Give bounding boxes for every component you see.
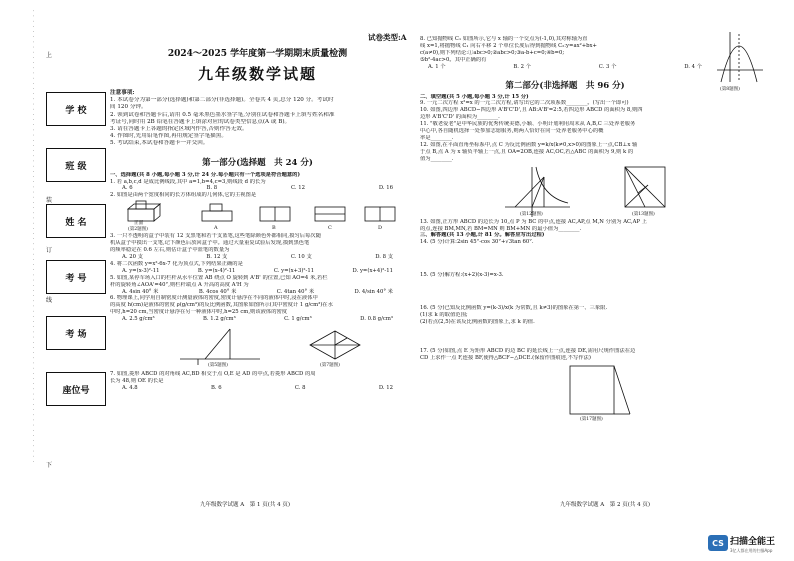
question-1: 1. 若 a,b,c,d 是成比例线段,其中 a=1,b=4,c=3,则线段 d 的长为 [110,178,266,185]
notes-item: 2. 领到试卷和答题卡后,请用 0.5 毫米黑色墨水签字笔,分别在试卷和答题卡上填写姓名和准 [110,111,335,118]
q7-options [110,385,405,392]
q5-options [110,289,405,296]
option-b-label[interactable]: B [272,225,276,232]
option[interactable]: C. 10 支 [290,253,312,260]
paper-type: 试卷类型:A [368,33,407,42]
option[interactable]: B. 1.2 g/cm³ [203,316,236,323]
section-intro: 一、选择题(共 8 小题,每小题 3 分,计 24 分.每小题只有一个选项是符合题意的) [110,171,300,178]
option[interactable]: C. 8 [294,384,306,391]
q3-options [110,254,405,261]
part2-heading: 第二部分(非选择题 共 96 分) [505,80,625,91]
question-16: 16. (5 分)已知反比例函数 y=(k-3)/x(k 为常数,且 k≠3)的图象在第一、三象限. [420,305,608,312]
q2-diagram [110,199,405,233]
option[interactable]: B. 4cos 40° 米 [198,288,237,295]
q17-figure [420,362,765,424]
question-8-cont: c(a≠0),则下列结论:①abc>0;②abc>0;③a-b+c=0;④b=0; [420,49,565,56]
fig2-caption: (第2题图) [128,227,148,233]
exam-title-line1: 2024～2025 学年度第一学期期末质量检测 [167,49,348,59]
notes-item: 4. 作图时,先用铅笔作图,再用规定签字笔描黑。 [110,133,227,140]
option[interactable]: A. 4.8 [122,384,138,391]
question-7: 7. 如图,菱形 ABCD 的对角线 AC,BD 相交于点 O,E 是 AD 的中点,若菱形 ABCD 的周 [110,371,316,378]
question-6: 6. 物理课上,同学用自制密度计测量液体的密度,密度计悬浮在不同的液体中时,浸在液体中 [110,295,318,302]
question-5-cont: 杆的旋转角∠AOA'=40°,则栏杆端点 A 升高的高度 A'H 为 [110,281,249,288]
option[interactable]: C. 1 g/cm³ [284,316,312,323]
page-1 [110,36,405,392]
fig7-caption: (第7题图) [320,363,340,369]
fig5-fig7-diagram [110,323,405,371]
notes-item: 5. 考试结束,本试卷和答题卡一并交回。 [110,140,209,147]
fig8-caption: (第8题图) [720,87,740,92]
fig17-caption: (第17题图) [580,416,603,422]
sidebar-mid-label-1: 装 [45,197,52,204]
option[interactable]: B. 12 支 [206,253,228,260]
option[interactable]: C. 12 [290,185,305,192]
part2-questions [420,94,765,163]
fig12-caption: (第12题图) [520,211,543,217]
q8-options [420,64,710,71]
notes [110,90,405,148]
sidebar-field-name[interactable]: 姓 名 [46,204,106,238]
sidebar-field-class[interactable]: 班 级 [46,148,106,182]
question-16-part1: (1)求 k 的取值范围; [420,312,468,319]
question-17-cont: CD 上求作一点 F,连接 BF,使得△BCF∽△DCE.(保留作图痕迹,不写作法) [420,354,591,361]
q4-options [110,268,405,275]
option-a-label[interactable]: A [214,225,218,232]
question-8-block [420,36,710,71]
option[interactable]: A. 1 个 [428,63,446,70]
sidebar-bottom-label: 下 [45,462,52,469]
question-3-cont: 的频率稳定在 0.6 左右,则估计盒子中蓝笔的数量为 [110,247,230,254]
sidebar-top-label: 上 [45,52,52,59]
option-c-label[interactable]: C [328,225,332,232]
page-2 [420,36,765,424]
option[interactable]: A. 4sin 40° 米 [122,288,159,295]
sidebar-dashed-line: · · · · · · · · · · · · · · · · · · · · · · · · · · · · · · · · · · · · · · · · · · · · · · · · · · · · · · · · · · · · · · · · · · · · · · · · · · · · · · · · · · · · · · · · [30,10,36,464]
notes-heading: 注意事项: [110,90,135,96]
question-7-cont: 长为 48,则 OE 的长是 [110,377,164,384]
option[interactable]: D. 16 [378,185,393,192]
camscanner-tagline: 3亿人都在用的扫描App [730,548,773,553]
question-5: 5. 如图,某停车场入口的栏杆从水平位置 AB 绕点 O 旋转到 A'B' 的位置,已知 AO=4 米,若栏 [110,274,328,281]
question-8-cont: 线 x=1,将抛物线 C₁ 向右平移 2 个单位长度后得到抛物线 C₂:y=ax²+bx+ [420,42,597,49]
option[interactable]: D. 4 个 [684,63,702,70]
option[interactable]: C. 4tan 40° 米 [276,288,315,295]
question-6-cont: 中时,h=20 cm,当密度计悬浮在另一种液体中时,h=25 cm,则该液体的密度 [110,309,288,316]
question-16-part2: (2)若点(2,5)在该反比例函数的图象上,求 k 的值. [420,318,535,325]
question-10-cont: 边形 A'B'C'D' 的面积为________. [420,114,500,121]
sidebar-mid-label-3: 线 [45,297,52,304]
question-12: 12. 如图,在平面直角坐标系中,点 C 为反比例函数 y=k/x(k≠0,x>0)的图象上一点,CB⊥x 轴 [420,141,638,148]
question-10: 10. 如图,四边形 ABCD∽四边形 A'B'C'D',且 AB:A'B'=2:5,若四边形 ABCD 的面积为 8,则四 [420,107,643,114]
option[interactable]: D. 0.8 g/cm³ [360,316,393,323]
question-15: 15. (5 分)解方程:(x+2)(x-3)=x-3. [420,272,504,279]
fig13-caption: (第13题图) [632,211,655,217]
sidebar-field-exam-number[interactable]: 考 号 [46,260,106,294]
question-8: 8. 已知抛物线 C₁ 如图所示,它与 x 轴的一个交点为(-1,0),其对称轴为直 [420,36,588,42]
notes-item: 1. 本试卷分为第一部分(选择题)和第二部分(非选择题)。全卷共 4 页,总分 120 分。考试时 [110,97,334,104]
question-3: 3. 一只不透明的盒子中装有 12 支黑笔和若干支蓝笔,这些笔除颜色外都相同,摸匀后每次随 [110,233,321,240]
option[interactable]: B. 6 [210,384,222,391]
sidebar-field-seat[interactable]: 座位号 [46,372,106,406]
answer-space[interactable] [420,279,765,305]
question-12-cont: 于点 B,点 A 为 x 轴负半轴上一点,且 OA=2OB,连接 AC,OC,若△ABC 的面积为 9,则 k 的 [420,148,634,155]
fig8-parabola [715,30,765,86]
sidebar-field-school[interactable]: 学 校 [46,92,106,126]
question-11-cont: 率是________. [420,134,454,141]
question-13: 13. 如图,正方形 ABCD 的边长为 10,点 P 为 BC 的中点,连接 AC,AP,点 M,N 分别为 AC,AP 上 [420,218,647,225]
part2-answers [420,219,765,362]
option[interactable]: D. y=(x+4)²-11 [352,267,393,274]
camscanner-logo: CS [708,535,728,551]
option[interactable]: C. 3 个 [598,63,617,70]
question-13-cont: 的点,连接 BM,MN,若 BM=MN 则 BM+MN 的最小值为________. [420,225,582,232]
page1-footer: 九年级数学试题 A 第 1 页(共 4 页) [200,502,291,508]
option[interactable]: D. 12 [378,384,393,391]
answer-intro: 三、解答题(共 13 小题,计 81 分。解答应写出过程) [420,232,545,239]
notes-item: 3. 请在答题卡上各题的指定区域内作答,否则作答无效。 [110,126,248,133]
fig5-caption: (第5题图) [208,363,228,369]
question-4: 4. 将二次函数 y=x²-6x-7 化为顶点式,下列结果正确的是 [110,260,243,267]
question-11: 11. "敬老爱老"是中华民族的优秀传统美德,小颖、小明计划利用周末从 A,B,C 三处养老服务 [420,121,636,128]
question-17: 17. (5 分)如图,点 E 为矩形 ABCD 的边 BC 的延长线上一点,连接 DE,需用尺规作图法在边 [420,347,636,354]
question-9: 9. 一元二次方程 x²=x 的一元二次方程,请写出它的二次项系数________。(写出一个即可) [420,100,629,107]
question-6-cont: 的高度 h(cm)是液体的密度 ρ(g/cm³)的反比例函数,其图象如图所示(其中密度计 1 g/cm³)在水 [110,302,333,309]
option[interactable]: D. 8 支 [375,253,393,260]
page2-footer: 九年级数学试题 A 第 2 页(共 4 页) [560,502,651,508]
q12-q13-figures [420,163,765,219]
option-d-label[interactable]: D [378,225,383,232]
option[interactable]: B. 2 个 [513,63,531,70]
sidebar-field-exam-room[interactable]: 考 场 [46,316,106,350]
answer-space[interactable] [420,326,765,348]
option[interactable]: A. 6 [122,185,133,192]
option[interactable]: A. 2.5 g/cm³ [122,316,155,323]
fig17-rectangle [420,362,765,424]
question-14: 14. (5 分)计算:2sin 45°-cos 30°+√3tan 60°. [420,239,534,246]
q5-q7-figures [110,323,405,371]
option[interactable]: A. 20 支 [122,253,143,260]
camscanner-name: 扫描全能王 [730,537,776,547]
question-12-cont: 值为________. [420,155,454,162]
blank-intro: 二、填空题(共 5 小题,每小题 3 分,计 15 分) [420,93,529,100]
sidebar-mid-label-2: 订 [45,247,52,254]
option[interactable]: B. y=(x-4)²-11 [197,267,236,274]
q2-figure [110,199,405,233]
option[interactable]: A. y=(x-3)²-11 [122,267,160,274]
question-3-cont: 机从盒子中摸出一支笔,记下颜色后放回盒子中。通过大量重复试验后发现,摸到黑色笔 [110,240,310,247]
q1-options [110,185,405,192]
option[interactable]: D. 4/sin 40° 米 [354,288,393,295]
question-8-cont: ⑤b²-4ac>0。其中正确的有 [420,56,487,63]
front-label: 正面 [134,221,143,227]
option[interactable]: C. y=(x+3)²-11 [273,267,315,274]
notes-item: 间 120 分钟。 [110,104,147,111]
question-11-cont: 中心中,各自随机选择一处参加志愿服务,则两人恰好在同一处养老服务中心的概 [420,128,604,135]
exam-sidebar [0,0,104,561]
fig12-fig13-diagram [420,163,765,219]
part1-heading: 第一部分(选择题 共 24 分) [202,157,313,168]
notes-item: 考证号,同时用 2B 铅笔在答题卡上填涂对应的试卷类型信息点(A 或 B)。 [110,118,291,125]
q6-options [110,316,405,323]
question-2: 2. 如图是由两个宽度相同的长方体组成的几何体,它的主视图是 [110,192,257,199]
exam-title-line2: 九年级数学试题 [197,65,317,83]
answer-space[interactable] [420,246,765,272]
option[interactable]: B. 8 [206,185,218,192]
part1-questions [110,172,405,392]
